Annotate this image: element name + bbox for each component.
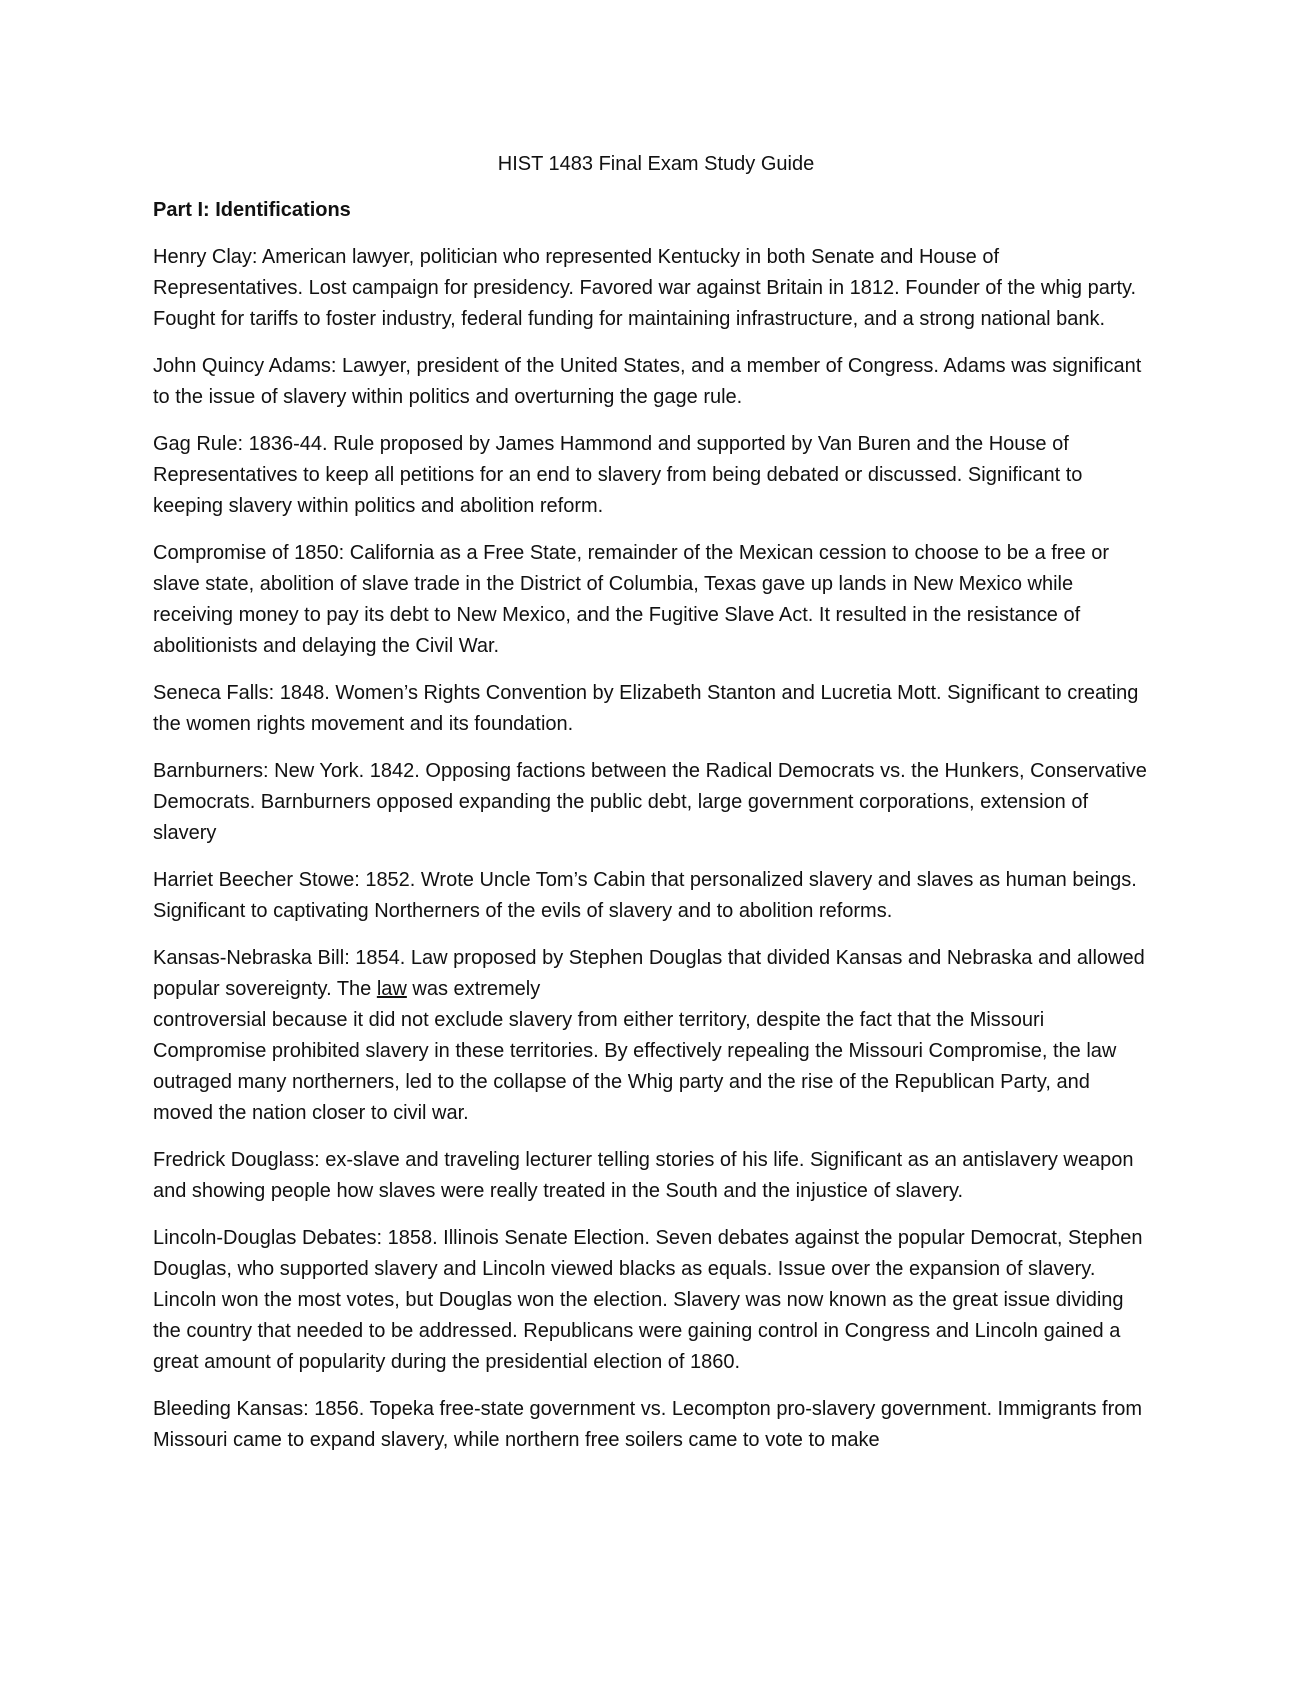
entry-seneca-falls — [153, 678, 1153, 740]
entry-text: Gag Rule: 1836-44. Rule proposed by James Hammond and supported by Van Buren and the House of Representatives to keep all petitions for an end to slavery from being debated or discussed. Significant to keeping slavery within politics and abolition reform. — [153, 433, 1083, 517]
entry-text: Fredrick Douglass: ex-slave and traveling lecturer telling stories of his life. Significant as an antislavery weapon and showing people how slaves were really treated in the South and the injustice of slavery. — [153, 1149, 1134, 1202]
entry-fredrick-douglass — [153, 1145, 1153, 1207]
entry-barnburners — [153, 756, 1153, 849]
entry-lincoln-douglas-debates — [153, 1223, 1153, 1378]
entry-gag-rule — [153, 429, 1153, 522]
entry-bleeding-kansas — [153, 1394, 1153, 1456]
entry-text: Harriet Beecher Stowe: 1852. Wrote Uncle Tom’s Cabin that personalized slavery and slaves as human beings. Significant to captivating Northerners of the evils of slavery and to abolition reforms. — [153, 869, 1137, 922]
entry-text: Lincoln-Douglas Debates: 1858. Illinois Senate Election. Seven debates against the popular Democrat, Stephen Douglas, who supported slavery and Lincoln viewed blacks as equals. Issue over the expansion of slavery. Lincoln won the most votes, but Douglas won the election. Slavery was now known as the great issue dividing the country that needed to be addressed. Republicans were gaining control in Congress and Lincoln gained a great amount of popularity during the presidential election of 1860. — [153, 1227, 1143, 1373]
entry-text: John Quincy Adams: Lawyer, president of the United States, and a member of Congress. Adams was significant to the issue of slavery within politics and overturning the gage rule. — [153, 355, 1142, 408]
entry-henry-clay — [153, 242, 1153, 335]
entry-text-part: was extremely — [406, 978, 541, 1000]
entry-text: Henry Clay: American lawyer, politician who represented Kentucky in both Senate and House of Representatives. Lost campaign for presidency. Favored war against Britain in 1812. Founder of the whig party. Fought for tariffs to foster industry, federal funding for maintaining infrastructure, and a strong national bank. — [153, 246, 1137, 330]
entry-compromise-of-1850 — [153, 538, 1153, 662]
entry-text-continuation: controversial because it did not exclude slavery from either territory, despite the fact that the Missouri Compromise prohibited slavery in these territories. By effectively repealing the Missouri Compromise, the law outraged many northerners, led to the collapse of the Whig party and the rise of the Republican Party, and moved the nation closer to civil war. — [153, 1009, 1117, 1124]
document-title: HIST 1483 Final Exam Study Guide — [497, 153, 815, 175]
entry-text — [153, 943, 1153, 1129]
law-link[interactable]: law — [376, 978, 407, 1000]
entry-john-quincy-adams — [153, 351, 1153, 413]
entry-text: Compromise of 1850: California as a Free State, remainder of the Mexican cession to choose to be a free or slave state, abolition of slave trade in the District of Columbia, Texas gave up lands in New Mexico while receiving money to pay its debt to New Mexico, and the Fugitive Slave Act. It resulted in the resistance of abolitionists and delaying the Civil War. — [153, 542, 1110, 657]
entry-text-part: Kansas-Nebraska Bill: 1854. Law proposed by Stephen Douglas that divided Kansas and Nebraska and allowed popular sovereignty. The — [153, 947, 1145, 1000]
entry-harriet-beecher-stowe — [153, 865, 1153, 927]
entry-text: Bleeding Kansas: 1856. Topeka free-state government vs. Lecompton pro-slavery government. Immigrants from Missouri came to expand slavery, while northern free soilers came to vote to make — [153, 1398, 1143, 1451]
entry-text: Seneca Falls: 1848. Women’s Rights Convention by Elizabeth Stanton and Lucretia Mott. Significant to creating the women rights movement and its foundation. — [153, 682, 1139, 735]
document-content — [153, 150, 1153, 1472]
entry-kansas-nebraska-bill — [153, 943, 1153, 1129]
section-heading: Part I: Identifications — [153, 199, 351, 221]
entry-text: Barnburners: New York. 1842. Opposing factions between the Radical Democrats vs. the Hunkers, Conservative Democrats. Barnburners opposed expanding the public debt, large government corporations, extension of slavery — [153, 760, 1147, 844]
